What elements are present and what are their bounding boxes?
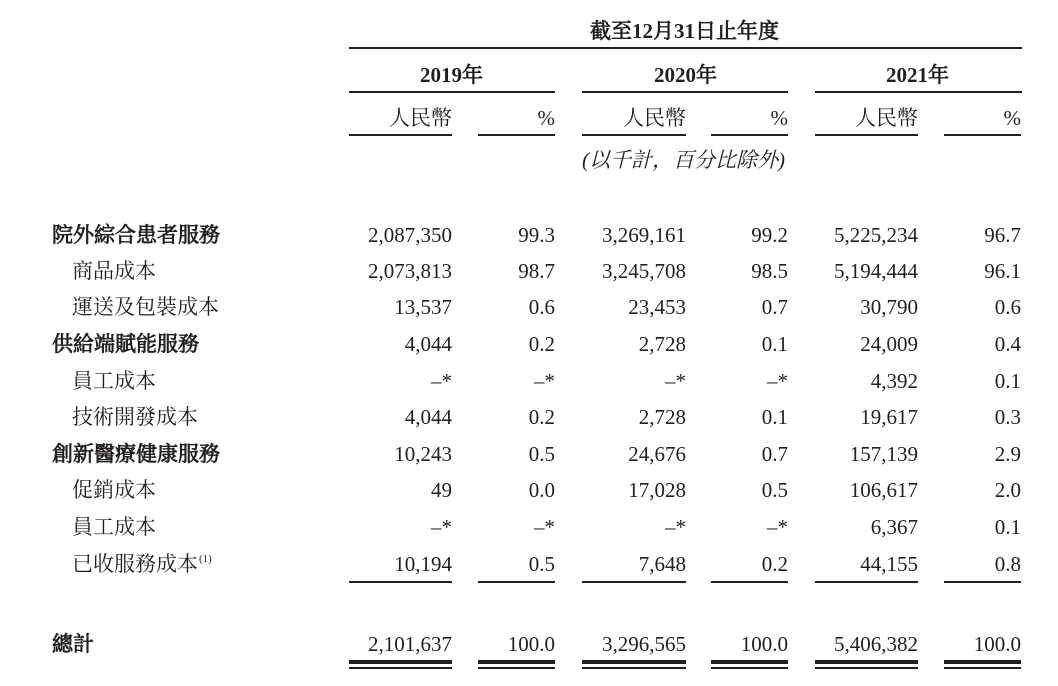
- total-cell: 3,296,565: [602, 632, 686, 656]
- table-cell: 2,728: [638, 405, 686, 429]
- table-cell: 99.3: [518, 223, 555, 247]
- table-cell: 24,676: [628, 442, 686, 466]
- table-cell: 0.1: [761, 405, 788, 429]
- table-cell: 0.1: [994, 515, 1021, 539]
- table-cell: 0.5: [528, 552, 555, 576]
- table-cell: –*: [534, 369, 555, 393]
- total-cell: 100.0: [740, 632, 788, 656]
- table-cell: 106,617: [849, 478, 918, 502]
- row-label-container: [72, 295, 219, 319]
- row-label: 促銷成本: [72, 478, 156, 502]
- table-cell: 44,155: [860, 552, 918, 576]
- row-label-container: [72, 369, 156, 393]
- table-cell: 30,790: [860, 295, 918, 319]
- row-label-container: [72, 478, 156, 502]
- table-cell: 0.5: [528, 442, 555, 466]
- divider: [349, 91, 555, 93]
- percent-header: %: [1003, 106, 1021, 130]
- divider: [815, 91, 1022, 93]
- table-cell: 0.0: [528, 478, 555, 502]
- table-cell: –*: [665, 369, 686, 393]
- table-cell: 5,225,234: [834, 223, 918, 247]
- subtotal-line: [944, 581, 1021, 583]
- row-label: 員工成本: [72, 369, 156, 393]
- double-underline-top: [478, 660, 555, 664]
- table-cell: 6,367: [870, 515, 918, 539]
- table-cell: 7,648: [638, 552, 686, 576]
- table-cell: –*: [534, 515, 555, 539]
- table-cell: –*: [665, 515, 686, 539]
- column-underline: [944, 134, 1021, 136]
- currency-header: 人民幣: [389, 106, 452, 130]
- table-cell: 2.0: [994, 478, 1021, 502]
- table-cell: 0.5: [761, 478, 788, 502]
- column-underline: [582, 134, 686, 136]
- currency-header: 人民幣: [623, 106, 686, 130]
- table-cell: 0.7: [761, 295, 788, 319]
- row-label-container: [72, 515, 156, 539]
- table-cell: 99.2: [751, 223, 788, 247]
- table-cell: 157,139: [849, 442, 918, 466]
- table-cell: 4,044: [404, 332, 452, 356]
- table-cell: 19,617: [860, 405, 918, 429]
- year-2019: 2019年: [420, 63, 483, 87]
- total-label: 總計: [52, 632, 94, 656]
- double-underline-top: [944, 660, 1021, 664]
- table-cell: 2,073,813: [368, 259, 452, 283]
- table-cell: 5,194,444: [834, 259, 918, 283]
- percent-header: %: [537, 106, 555, 130]
- subtotal-line: [349, 581, 452, 583]
- subtotal-line: [815, 581, 918, 583]
- double-underline-bottom: [478, 667, 555, 669]
- currency-header: 人民幣: [855, 106, 918, 130]
- footnote-marker: (1): [199, 553, 212, 565]
- table-cell: 96.7: [984, 223, 1021, 247]
- total-cell: 5,406,382: [834, 632, 918, 656]
- double-underline-top: [349, 660, 452, 664]
- table-cell: 13,537: [394, 295, 452, 319]
- row-label: 運送及包裝成本: [72, 295, 219, 319]
- table-cell: –*: [767, 369, 788, 393]
- table-cell: 0.2: [761, 552, 788, 576]
- table-cell: 10,243: [394, 442, 452, 466]
- period-heading: 截至12月31日止年度: [590, 19, 779, 43]
- table-cell: 4,044: [404, 405, 452, 429]
- column-underline: [711, 134, 788, 136]
- row-label: 員工成本: [72, 515, 156, 539]
- total-cell: 100.0: [507, 632, 555, 656]
- table-cell: 0.4: [994, 332, 1021, 356]
- table-cell: 96.1: [984, 259, 1021, 283]
- table-cell: 2,728: [638, 332, 686, 356]
- row-label-container: [72, 259, 156, 283]
- double-underline-top: [815, 660, 918, 664]
- divider: [582, 91, 788, 93]
- double-underline-bottom: [711, 667, 788, 669]
- double-underline-bottom: [349, 667, 452, 669]
- table-cell: 49: [431, 478, 452, 502]
- column-underline: [349, 134, 452, 136]
- double-underline-top: [582, 660, 686, 664]
- table-cell: 10,194: [394, 552, 452, 576]
- table-cell: –*: [431, 515, 452, 539]
- row-label: 創新醫療健康服務: [52, 442, 220, 466]
- total-cell: 100.0: [973, 632, 1021, 656]
- table-cell: 3,245,708: [602, 259, 686, 283]
- total-cell: 2,101,637: [368, 632, 452, 656]
- units-note: (以千計，百分比除外): [582, 148, 785, 172]
- divider: [349, 47, 1022, 49]
- table-cell: 0.1: [994, 369, 1021, 393]
- table-cell: 23,453: [628, 295, 686, 319]
- row-label-container: [52, 332, 199, 356]
- row-label-container: [72, 552, 212, 576]
- row-label: 院外綜合患者服務: [52, 223, 220, 247]
- table-cell: 4,392: [870, 369, 918, 393]
- percent-header: %: [770, 106, 788, 130]
- double-underline-bottom: [582, 667, 686, 669]
- table-cell: 2,087,350: [368, 223, 452, 247]
- double-underline-bottom: [815, 667, 918, 669]
- table-cell: 0.6: [994, 295, 1021, 319]
- table-cell: –*: [767, 515, 788, 539]
- table-cell: 2.9: [994, 442, 1021, 466]
- column-underline: [815, 134, 918, 136]
- row-label: 商品成本: [72, 259, 156, 283]
- double-underline-top: [711, 660, 788, 664]
- row-label-container: [52, 442, 220, 466]
- table-cell: 0.7: [761, 442, 788, 466]
- table-cell: 3,269,161: [602, 223, 686, 247]
- table-cell: 0.1: [761, 332, 788, 356]
- table-cell: 17,028: [628, 478, 686, 502]
- table-cell: 0.2: [528, 332, 555, 356]
- table-cell: 0.2: [528, 405, 555, 429]
- subtotal-line: [711, 581, 788, 583]
- table-cell: 98.5: [751, 259, 788, 283]
- table-cell: –*: [431, 369, 452, 393]
- table-cell: 24,009: [860, 332, 918, 356]
- double-underline-bottom: [944, 667, 1021, 669]
- row-label: 已收服務成本: [72, 552, 198, 576]
- year-2020: 2020年: [654, 63, 717, 87]
- subtotal-line: [582, 581, 686, 583]
- table-cell: 0.8: [994, 552, 1021, 576]
- row-label: 技術開發成本: [72, 405, 198, 429]
- table-cell: 0.6: [528, 295, 555, 319]
- row-label: 供給端賦能服務: [52, 332, 199, 356]
- row-label-container: [52, 223, 220, 247]
- year-2021: 2021年: [886, 63, 949, 87]
- column-underline: [478, 134, 555, 136]
- row-label-container: [72, 405, 198, 429]
- table-cell: 0.3: [994, 405, 1021, 429]
- subtotal-line: [478, 581, 555, 583]
- table-cell: 98.7: [518, 259, 555, 283]
